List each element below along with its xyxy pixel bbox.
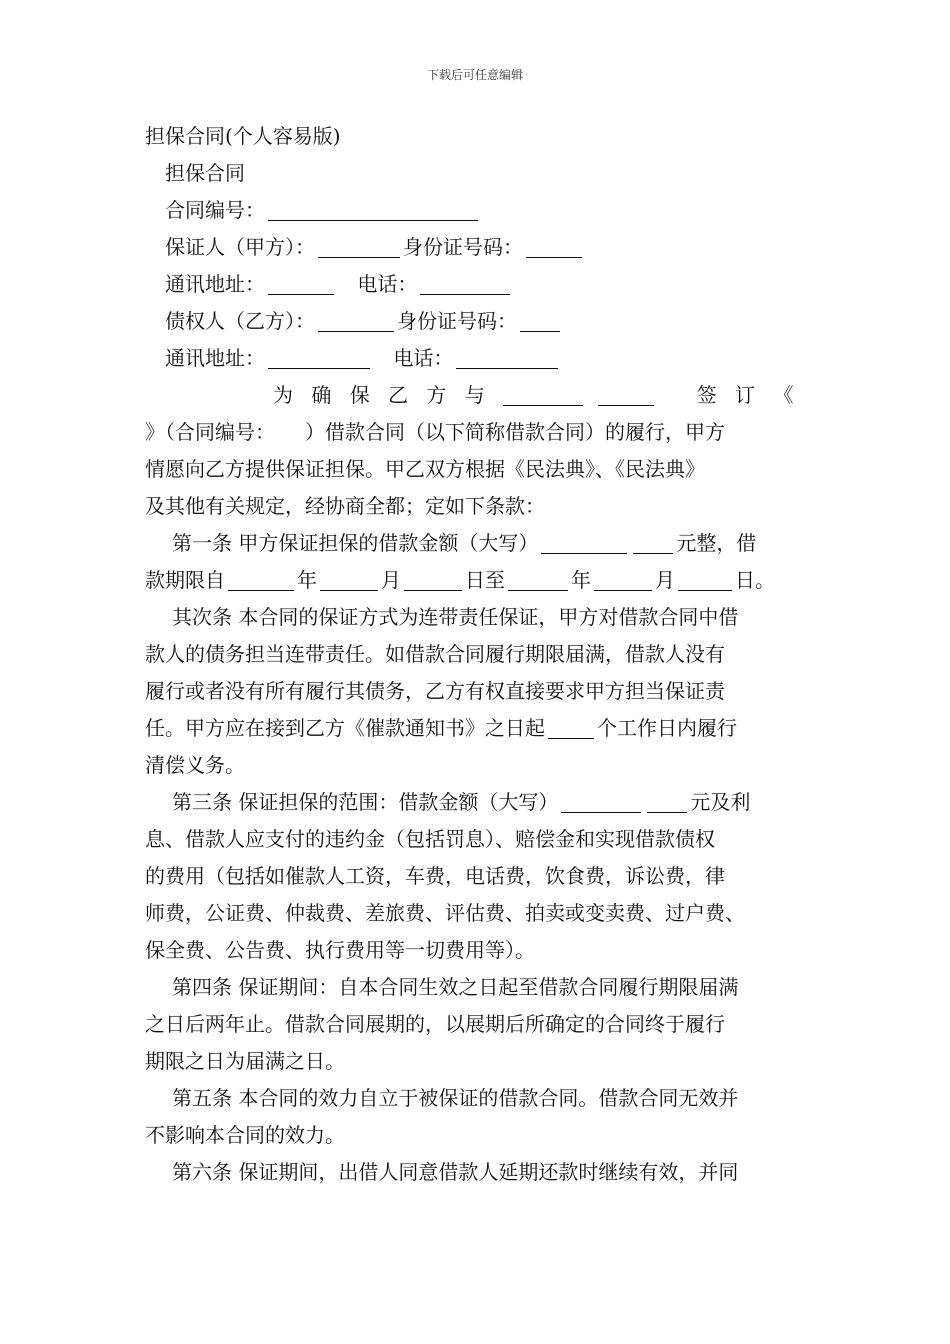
borrower-blank	[503, 381, 583, 406]
article-3-text-b: 元及利	[690, 790, 751, 814]
intro-line-3: 情愿向乙方提供保证担保。甲乙双方根据《民法典》、《民法典》	[145, 457, 705, 481]
creditor-name-blank	[318, 307, 394, 332]
month-label: 月	[381, 568, 401, 592]
loan-amount-blank	[541, 529, 627, 554]
article-1-text-b: 元整，借	[676, 531, 757, 555]
creditor-id-blank	[520, 307, 560, 332]
creditor-id-label: 身份证号码：	[397, 309, 517, 333]
day-label: 日。	[735, 568, 775, 592]
article-2-line-5: 清偿义务。	[145, 753, 245, 777]
article-6-line-1: 第六条 保证期间，出借人同意借款人延期还款时继续有效，并同	[172, 1160, 739, 1184]
scope-amount-blank	[561, 788, 641, 813]
guarantor-phone-label: 电话：	[357, 272, 418, 296]
guarantor-id-label: 身份证号码：	[403, 235, 523, 259]
contract-number-blank	[268, 196, 478, 221]
intro-first-line	[145, 377, 807, 414]
creditor-phone-label: 电话：	[393, 346, 454, 370]
article-1-text-c: 款期限自	[145, 568, 225, 592]
intro-line-2: 》（合同编号： ）借款合同（以下简称借款合同）的履行，甲方	[145, 420, 725, 444]
article-3-line-5: 保全费、公告费、执行费用等一切费用等）。	[145, 938, 535, 962]
article-4-line-3: 期限之日为届满之日。	[145, 1049, 345, 1073]
intro-line-4: 及其他有关规定，经协商全都；定如下条款：	[145, 494, 545, 518]
start-day-blank	[404, 566, 462, 591]
article-2-line-1: 其次条 本合同的保证方式为连带责任保证，甲方对借款合同中借	[172, 605, 739, 629]
year-label: 年	[297, 568, 317, 592]
intro-sign: 签 订 《	[696, 383, 800, 407]
guarantor-id-blank	[526, 233, 582, 258]
working-days-blank	[548, 714, 594, 739]
creditor-address-row	[145, 340, 807, 377]
article-3-text-a: 第三条 保证担保的范围：借款金额（大写）	[172, 790, 559, 814]
article-4-line-2: 之日后两年止。借款合同展期的，以展期后所确定的合同终于履行	[145, 1012, 725, 1036]
start-year-blank	[228, 566, 294, 591]
guarantor-address-row	[145, 266, 807, 303]
article-2-text-e: 个工作日内履行	[597, 716, 737, 740]
article-3-line-1	[145, 784, 807, 821]
start-month-blank	[320, 566, 378, 591]
creditor-label: 债权人（乙方）：	[165, 309, 315, 333]
article-1-line-2	[145, 562, 807, 599]
contract-number-row	[145, 192, 807, 229]
guarantor-label: 保证人（甲方）：	[165, 235, 315, 259]
article-5-line-2: 不影响本合同的效力。	[145, 1123, 345, 1147]
scope-amount-blank-2	[647, 788, 687, 813]
contract-body	[145, 118, 807, 1191]
end-day-blank	[678, 566, 732, 591]
year-label-2: 年	[571, 568, 591, 592]
guarantor-name-blank	[318, 233, 400, 258]
article-5-line-1: 第五条 本合同的效力自立于被保证的借款合同。借款合同无效并	[172, 1086, 739, 1110]
day-to-label: 日至	[465, 568, 505, 592]
article-2-line-4	[145, 710, 807, 747]
article-3-line-3: 的费用（包括如催款人工资，车费，电话费，饮食费，诉讼费，律	[145, 864, 725, 888]
article-1-text-a: 第一条 甲方保证担保的借款金额（大写）	[172, 531, 539, 555]
page-header: 下载后可任意编辑	[426, 68, 523, 82]
intro-start: 为 确 保 乙 方 与	[273, 383, 491, 407]
article-1-line-1	[145, 525, 807, 562]
end-year-blank	[508, 566, 568, 591]
contract-number-label: 合同编号：	[165, 198, 265, 222]
guarantor-address-label: 通讯地址：	[165, 272, 265, 296]
guarantor-address-blank	[268, 270, 334, 295]
loan-amount-blank-2	[633, 529, 673, 554]
end-month-blank	[594, 566, 652, 591]
article-2-text-d: 任。甲方应在接到乙方《催款通知书》之日起	[145, 716, 545, 740]
guarantor-phone-blank	[420, 270, 510, 295]
creditor-phone-blank	[456, 344, 558, 369]
creditor-address-blank	[268, 344, 370, 369]
article-2-line-3: 履行或者没有所有履行其债务，乙方有权直接要求甲方担当保证责	[145, 679, 725, 703]
month-label-2: 月	[655, 568, 675, 592]
contract-subtitle: 担保合同	[165, 161, 245, 185]
guarantor-row	[145, 229, 807, 266]
creditor-address-label: 通讯地址：	[165, 346, 265, 370]
article-2-line-2: 款人的债务担当连带责任。如借款合同履行期限届满，借款人没有	[145, 642, 725, 666]
creditor-row	[145, 303, 807, 340]
article-3-line-2: 息、借款人应支付的违约金（包括罚息）、赔偿金和实现借款债权	[145, 827, 715, 851]
article-3-line-4: 师费，公证费、仲裁费、差旅费、评估费、拍卖或变卖费、过户费、	[145, 901, 745, 925]
article-4-line-1: 第四条 保证期间：自本合同生效之日起至借款合同履行期限届满	[172, 975, 739, 999]
document-title: 担保合同(个人容易版)	[145, 124, 341, 148]
borrower-blank-2	[598, 381, 654, 406]
